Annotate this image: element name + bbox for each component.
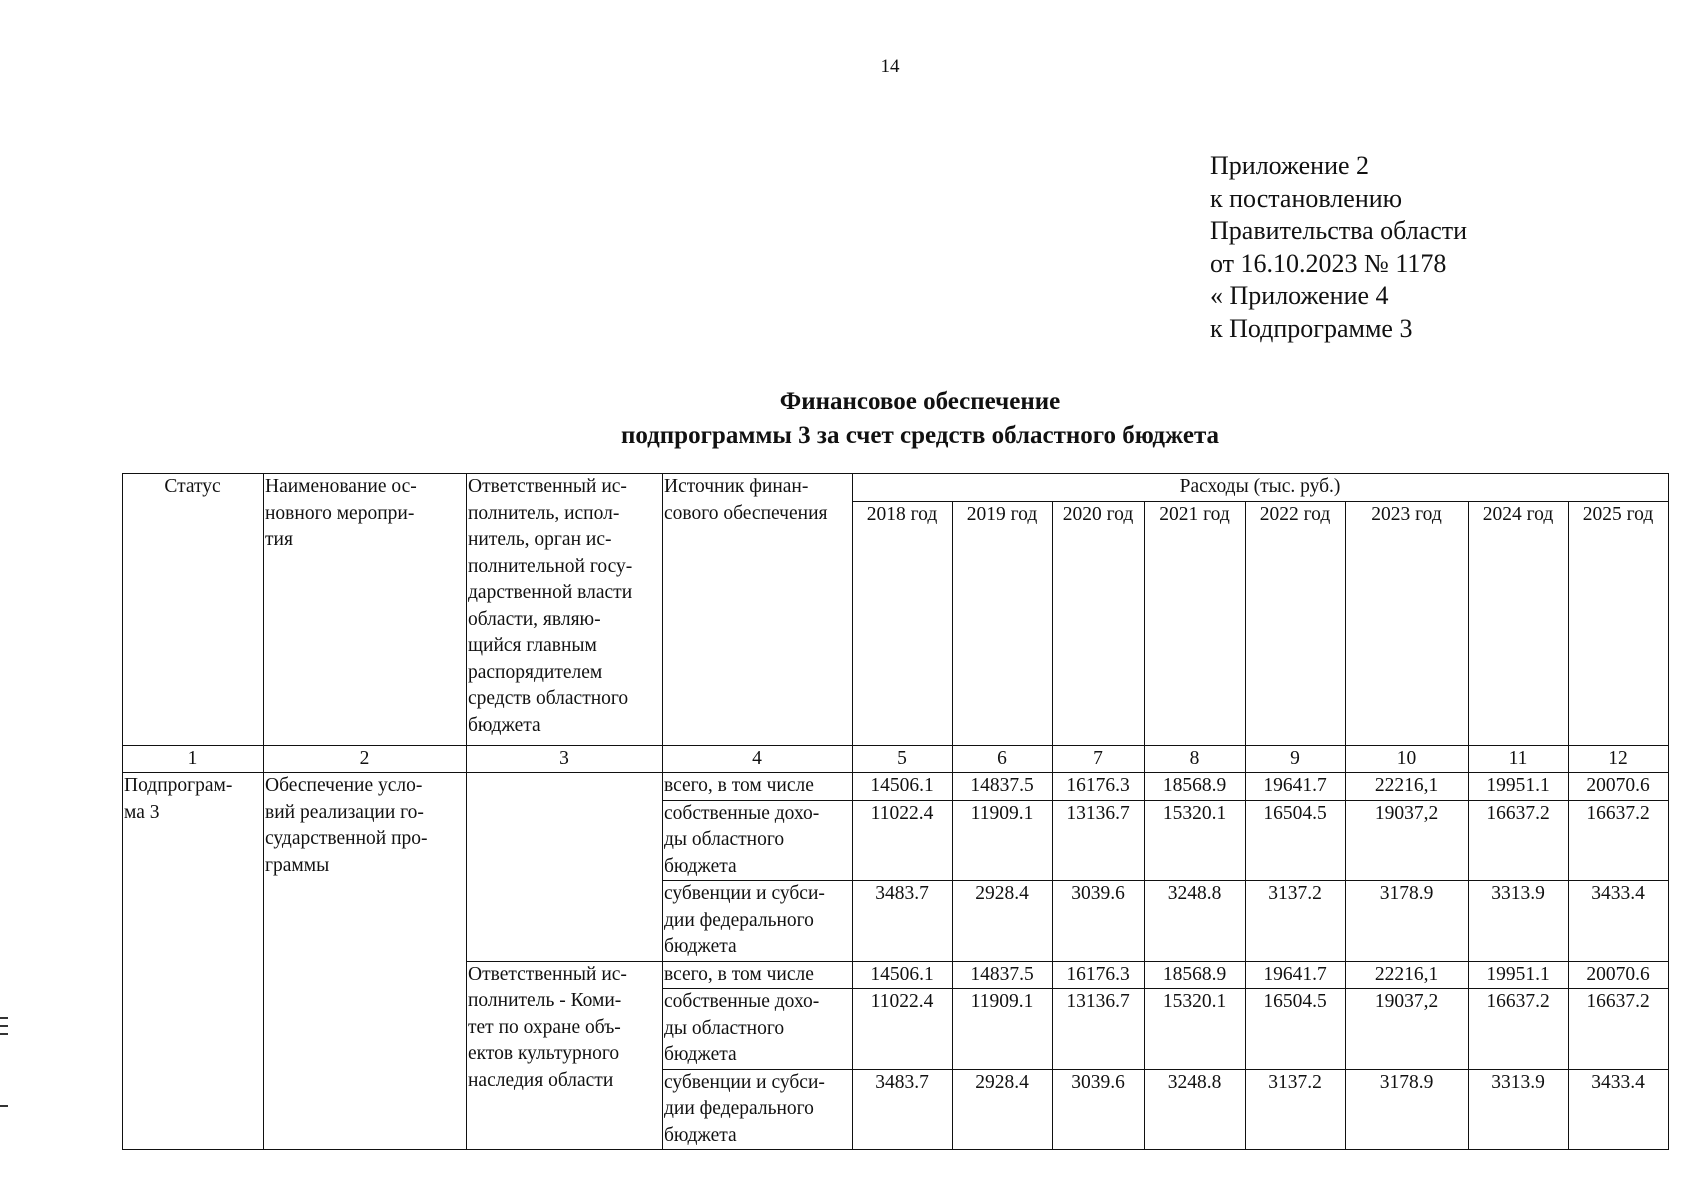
value-cell: 16504.5 xyxy=(1246,800,1346,881)
cell-line: вий реализации го- xyxy=(265,801,424,823)
margin-mark xyxy=(0,1017,8,1019)
value-cell: 3433.4 xyxy=(1569,1069,1669,1150)
cell-line: распорядителем xyxy=(468,661,603,683)
column-number: 3 xyxy=(467,745,663,773)
value-cell: 3313.9 xyxy=(1469,881,1569,962)
cell-line: нитель, орган ис- xyxy=(468,529,612,550)
column-number: 5 xyxy=(853,745,953,773)
funding-source-cell xyxy=(663,800,853,881)
value-cell: 3483.7 xyxy=(853,1069,953,1150)
value-cell: 3248.8 xyxy=(1145,881,1246,962)
margin-mark xyxy=(0,1033,8,1035)
value-cell: 3137.2 xyxy=(1246,881,1346,962)
appendix-reference xyxy=(1210,150,1467,345)
value-cell: 11022.4 xyxy=(853,989,953,1070)
funding-source-cell xyxy=(663,881,853,962)
column-number: 6 xyxy=(953,745,1053,773)
value-cell: 14837.5 xyxy=(953,773,1053,801)
appendix-line: Правительства области xyxy=(1210,216,1468,245)
cell-line: новного меропри- xyxy=(265,502,415,524)
header-year: 2022 год xyxy=(1246,501,1346,745)
cell-line: субвенции и субси- xyxy=(664,1071,825,1093)
cell-line: тия xyxy=(265,529,293,550)
value-cell: 19641.7 xyxy=(1246,961,1346,989)
value-cell: 3178.9 xyxy=(1346,881,1469,962)
column-number: 1 xyxy=(123,745,264,773)
cell-line: бюджета xyxy=(468,714,541,736)
executor-cell xyxy=(467,773,663,962)
column-number: 8 xyxy=(1145,745,1246,773)
value-cell: 11909.1 xyxy=(953,800,1053,881)
table-body xyxy=(123,474,1669,1150)
value-cell: 13136.7 xyxy=(1053,800,1145,881)
cell-line: ды областного xyxy=(664,1017,785,1039)
document-title xyxy=(120,385,1697,453)
header-year: 2018 год xyxy=(853,501,953,745)
table-row xyxy=(123,773,1669,801)
funding-source-cell xyxy=(663,989,853,1070)
cell-line: средств областного xyxy=(468,688,629,709)
value-cell: 19951.1 xyxy=(1469,961,1569,989)
executor-cell xyxy=(467,961,663,1150)
title-line: подпрограммы 3 за счет средств областного бюджета xyxy=(620,422,1220,449)
header-status: Статус xyxy=(123,474,264,746)
column-number-row xyxy=(123,745,1669,773)
cell-line: Источник финан- xyxy=(664,476,809,497)
appendix-line: к постановлению xyxy=(1210,183,1403,213)
column-number: 9 xyxy=(1246,745,1346,773)
value-cell: 20070.6 xyxy=(1569,961,1669,989)
value-cell: 11022.4 xyxy=(853,800,953,881)
value-cell: 22216,1 xyxy=(1346,773,1469,801)
appendix-line: Приложение 2 xyxy=(1210,151,1370,180)
column-number: 7 xyxy=(1053,745,1145,773)
cell-line: щийся главным xyxy=(468,635,597,656)
value-cell: 2928.4 xyxy=(953,1069,1053,1150)
header-name xyxy=(264,474,467,746)
column-number: 2 xyxy=(264,745,467,773)
value-cell: 3483.7 xyxy=(853,881,953,962)
value-cell: 3313.9 xyxy=(1469,1069,1569,1150)
cell-line: наследия области xyxy=(468,1069,614,1091)
value-cell: 3178.9 xyxy=(1346,1069,1469,1150)
cell-line: тет по охране объ- xyxy=(468,1016,621,1038)
cell-line: граммы xyxy=(265,854,330,876)
cell-line: собственные дохо- xyxy=(664,802,820,824)
value-cell: 16176.3 xyxy=(1053,773,1145,801)
cell-line: сударственной про- xyxy=(265,828,428,849)
value-cell: 18568.9 xyxy=(1145,961,1246,989)
value-cell: 19037,2 xyxy=(1346,800,1469,881)
header-expenses: Расходы (тыс. руб.) xyxy=(853,474,1669,502)
cell-line: Ответственный ис- xyxy=(468,963,627,985)
header-executor xyxy=(467,474,663,746)
header-year: 2021 год xyxy=(1145,501,1246,745)
value-cell: 16504.5 xyxy=(1246,989,1346,1070)
status-cell xyxy=(123,773,264,1150)
value-cell: 14837.5 xyxy=(953,961,1053,989)
cell-line: полнитель, испол- xyxy=(468,502,620,524)
header-year: 2020 год xyxy=(1053,501,1145,745)
value-cell: 3039.6 xyxy=(1053,881,1145,962)
margin-mark xyxy=(0,1025,8,1027)
value-cell: 15320.1 xyxy=(1145,989,1246,1070)
value-cell: 19037,2 xyxy=(1346,989,1469,1070)
value-cell: 16637.2 xyxy=(1469,800,1569,881)
value-cell: 11909.1 xyxy=(953,989,1053,1070)
cell-line: дарственной власти xyxy=(468,582,633,603)
value-cell: 19641.7 xyxy=(1246,773,1346,801)
cell-line: области, являю- xyxy=(468,608,601,630)
appendix-line: от 16.10.2023 № 1178 xyxy=(1210,248,1447,278)
value-cell: 19951.1 xyxy=(1469,773,1569,801)
column-number: 12 xyxy=(1569,745,1669,773)
value-cell: 3433.4 xyxy=(1569,881,1669,962)
funding-source-cell xyxy=(663,961,853,989)
header-year: 2025 год xyxy=(1569,501,1669,745)
margin-mark xyxy=(0,1105,8,1107)
appendix-line: к Подпрограмме 3 xyxy=(1210,313,1413,343)
cell-line: Подпрограм- xyxy=(124,775,233,796)
cell-line: дии федерального xyxy=(664,909,814,931)
cell-line: бюджета xyxy=(664,1044,737,1065)
cell-line: Обеспечение усло- xyxy=(265,775,423,796)
cell-line: собственные дохо- xyxy=(664,991,820,1012)
value-cell: 2928.4 xyxy=(953,881,1053,962)
column-number: 10 xyxy=(1346,745,1469,773)
value-cell: 15320.1 xyxy=(1145,800,1246,881)
value-cell: 14506.1 xyxy=(853,773,953,801)
value-cell: 16176.3 xyxy=(1053,961,1145,989)
cell-line: ектов культурного xyxy=(468,1043,620,1064)
value-cell: 16637.2 xyxy=(1569,800,1669,881)
cell-line: ма 3 xyxy=(124,801,160,823)
header-source xyxy=(663,474,853,746)
cell-line: Наименование ос- xyxy=(265,476,417,497)
column-number: 4 xyxy=(663,745,853,773)
value-cell: 20070.6 xyxy=(1569,773,1669,801)
cell-line: полнительной госу- xyxy=(468,555,633,577)
value-cell: 3039.6 xyxy=(1053,1069,1145,1150)
cell-line: полнитель - Коми- xyxy=(468,990,622,1011)
cell-line: сового обеспечения xyxy=(664,502,828,524)
cell-line: субвенции и субси- xyxy=(664,883,825,904)
title-line: Финансовое обеспечение xyxy=(779,388,1061,415)
cell-line: бюджета xyxy=(664,1124,737,1146)
column-number: 11 xyxy=(1469,745,1569,773)
value-cell: 16637.2 xyxy=(1469,989,1569,1070)
cell-line: всего, в том числе xyxy=(664,775,814,796)
value-cell: 3137.2 xyxy=(1246,1069,1346,1150)
cell-line: дии федерального xyxy=(664,1098,814,1119)
value-cell: 3248.8 xyxy=(1145,1069,1246,1150)
value-cell: 14506.1 xyxy=(853,961,953,989)
value-cell: 13136.7 xyxy=(1053,989,1145,1070)
header-year: 2024 год xyxy=(1469,501,1569,745)
value-cell: 18568.9 xyxy=(1145,773,1246,801)
value-cell: 16637.2 xyxy=(1569,989,1669,1070)
funding-source-cell xyxy=(663,1069,853,1150)
cell-line: Ответственный ис- xyxy=(468,476,627,497)
cell-line: ды областного xyxy=(664,829,785,850)
header-row xyxy=(123,474,1669,502)
financing-table xyxy=(122,473,1669,1150)
cell-line: бюджета xyxy=(664,855,737,877)
funding-source-cell xyxy=(663,773,853,801)
header-year: 2023 год xyxy=(1346,501,1469,745)
value-cell: 22216,1 xyxy=(1346,961,1469,989)
cell-line: всего, в том числе xyxy=(664,963,814,985)
cell-line: бюджета xyxy=(664,936,737,957)
activity-name-cell xyxy=(264,773,467,1150)
header-year: 2019 год xyxy=(953,501,1053,745)
page-number: 14 xyxy=(880,56,900,77)
appendix-line: « Приложение 4 xyxy=(1210,281,1389,310)
